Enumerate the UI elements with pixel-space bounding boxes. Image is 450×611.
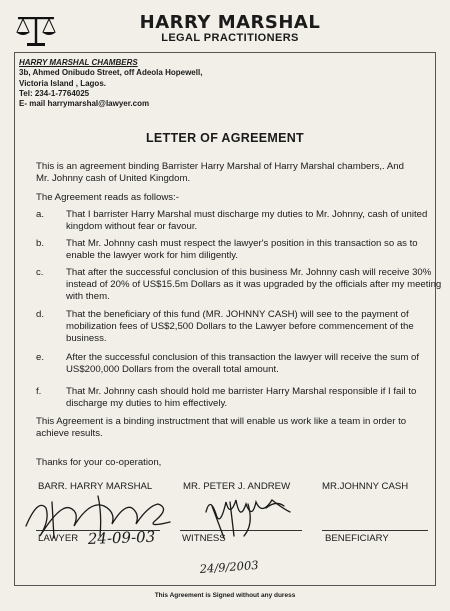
clause-text: After the successful conclusion of this transaction the lawyer will receive the sum of US$200,000 Dollars from the overall total amount. (66, 352, 419, 376)
firm-name: HARRY MARSHAL (139, 12, 321, 33)
clause-letter: c. (36, 267, 44, 278)
clause-letter: d. (36, 309, 45, 320)
clause-text: That I barrister Harry Marshal must discharge my duties to Mr. Johnny, cash of united kingdom without fear or favour. (66, 209, 428, 233)
telephone: Tel: 234-1-7764025 (19, 88, 90, 98)
reads-as-follows: The Agreement reads as follows:- (36, 192, 179, 203)
scales-of-justice-icon (14, 14, 58, 48)
thanks-line: Thanks for your co-operation, (36, 457, 162, 468)
party1-role: LAWYER (38, 533, 79, 544)
handwritten-signatures (20, 478, 300, 578)
clause-text: That the beneficiary of this fund (MR. JOHNNY CASH) will see to the payment of mobilization fees of US$2,500 Dollars to the Lawyer before commencement of the business. (66, 309, 414, 345)
clause-text: That after the successful conclusion of this business Mr. Johnny cash will receive 30% instead of 20% of US$15.5m Dollars as it was upgraded by the officials after my meeting with them. (66, 267, 442, 303)
document-title: LETTER OF AGREEMENT (145, 131, 304, 145)
clause-letter: b. (36, 238, 45, 249)
party3-role: BENEFICIARY (325, 533, 389, 544)
beneficiary-signature-line (322, 530, 428, 531)
firm-subtitle: LEGAL PRACTITIONERS (161, 32, 299, 44)
party3-name: MR.JOHNNY CASH (322, 481, 409, 492)
closing-paragraph: This Agreement is a binding instructment that will enable us work like a team in order to achieve results. (36, 416, 407, 439)
address-line-1: 3b, Ahmed Onibudo Street, off Adeola Hopewell, (19, 68, 203, 78)
intro-paragraph: This is an agreement binding Barrister Harry Marshal of Harry Marshal chambers,. And Mr. Johnny cash of United Kingdom. (36, 161, 404, 184)
address-line-2: Victoria Island , Lagos. (19, 78, 106, 88)
clause-text: That Mr. Johnny cash must respect the lawyer's position in this transaction so as to enable the lawyer work for him diligently. (66, 238, 418, 262)
footer-note: This Agreement is Signed without any duress (154, 592, 296, 599)
party2-role: WITNESS (182, 533, 226, 544)
lawyer-date: 24-09-03 (87, 527, 156, 548)
chambers-name: HARRY MARSHAL CHAMBERS (19, 58, 138, 67)
witness-date: 24/9/2003 (199, 557, 260, 576)
email: E- mail harrymarshal@lawyer.com (19, 99, 150, 109)
party2-name: MR. PETER J. ANDREW (183, 481, 291, 492)
address-block (19, 58, 202, 109)
clause-letter: e. (36, 352, 45, 363)
clause-letter: f. (36, 386, 42, 397)
party1-name: BARR. HARRY MARSHAL (38, 481, 153, 492)
clause-letter: a. (36, 209, 45, 220)
clause-text: That Mr. Johnny cash should hold me barrister Harry Marshal responsible if I fail to discharge my duties to him effectively. (66, 386, 417, 410)
